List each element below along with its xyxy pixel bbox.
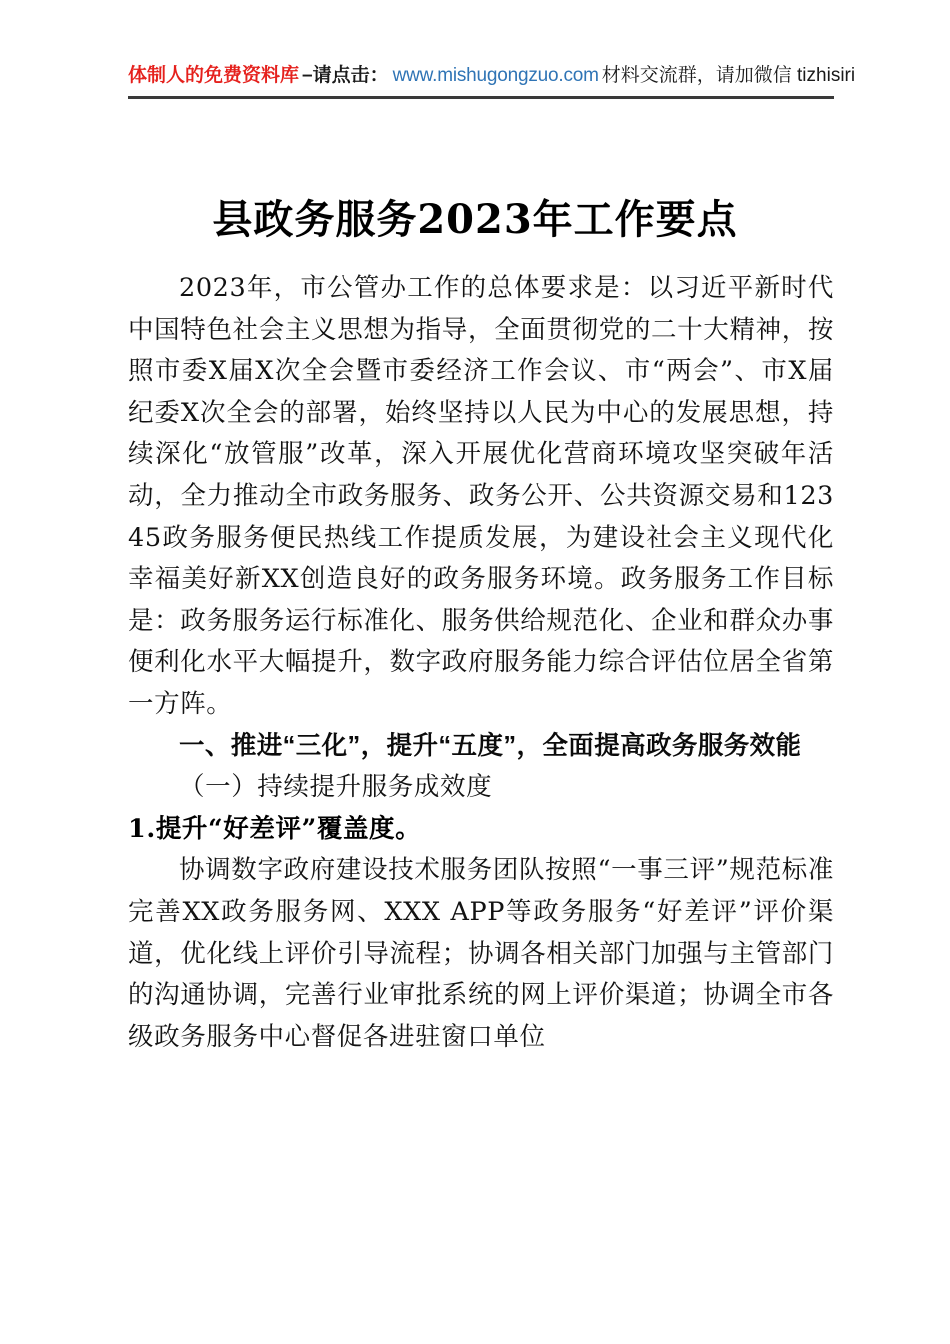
promo-header: [128, 56, 856, 96]
item-body-1-1-1: 协调数字政府建设技术服务团队按照“一事三评”规范标准完善XX政务服务网、XXX APP等政务服务“好差评”评价渠道，优化线上评价引导流程；协调各相关部门加强与主管部门的沟通协调，完善行业审批系统的网上评价渠道；协调全市各级政务服务中心督促各进驻窗口单位: [128, 855, 834, 1052]
promo-website-link[interactable]: www.mishugongzuo.com: [392, 64, 599, 86]
document-title: 县政务服务2023年工作要点: [212, 195, 738, 243]
promo-separator-text: –请点击：: [302, 64, 389, 86]
subsection-heading-1-1: （一）持续提升服务成效度: [179, 772, 493, 803]
item-heading-1-1-1: 1.提升“好差评”覆盖度。: [128, 813, 422, 844]
document-body: [128, 268, 834, 1058]
header-divider-rule: [128, 96, 834, 99]
promo-brand-text: 体制人的免费资料库: [128, 64, 300, 86]
section-heading-1: 一、推进“三化”，提升“五度”，全面提高政务服务效能: [179, 731, 802, 760]
promo-wechat-text: 材料交流群，请加微信 tizhisiri: [601, 64, 856, 86]
intro-paragraph: 2023年，市公管办工作的总体要求是：以习近平新时代中国特色社会主义思想为指导，全面贯彻党的二十大精神，按照市委X届X次全会暨市委经济工作会议、市“两会”、市X届纪委X次全会的部署，始终坚持以人民为中心的发展思想，持续深化“放管服”改革，深入开展优化营商环境攻坚突破年活动，全力推动全市政务服务、政务公开、公共资源交易和12345政务服务便民热线工作提质发展，为建设社会主义现代化幸福美好新XX创造良好的政务服务环境。政务服务工作目标是：政务服务运行标准化、服务供给规范化、企业和群众办事便利化水平大幅提升，数字政府服务能力综合评估位居全省第一方阵。: [128, 273, 834, 719]
